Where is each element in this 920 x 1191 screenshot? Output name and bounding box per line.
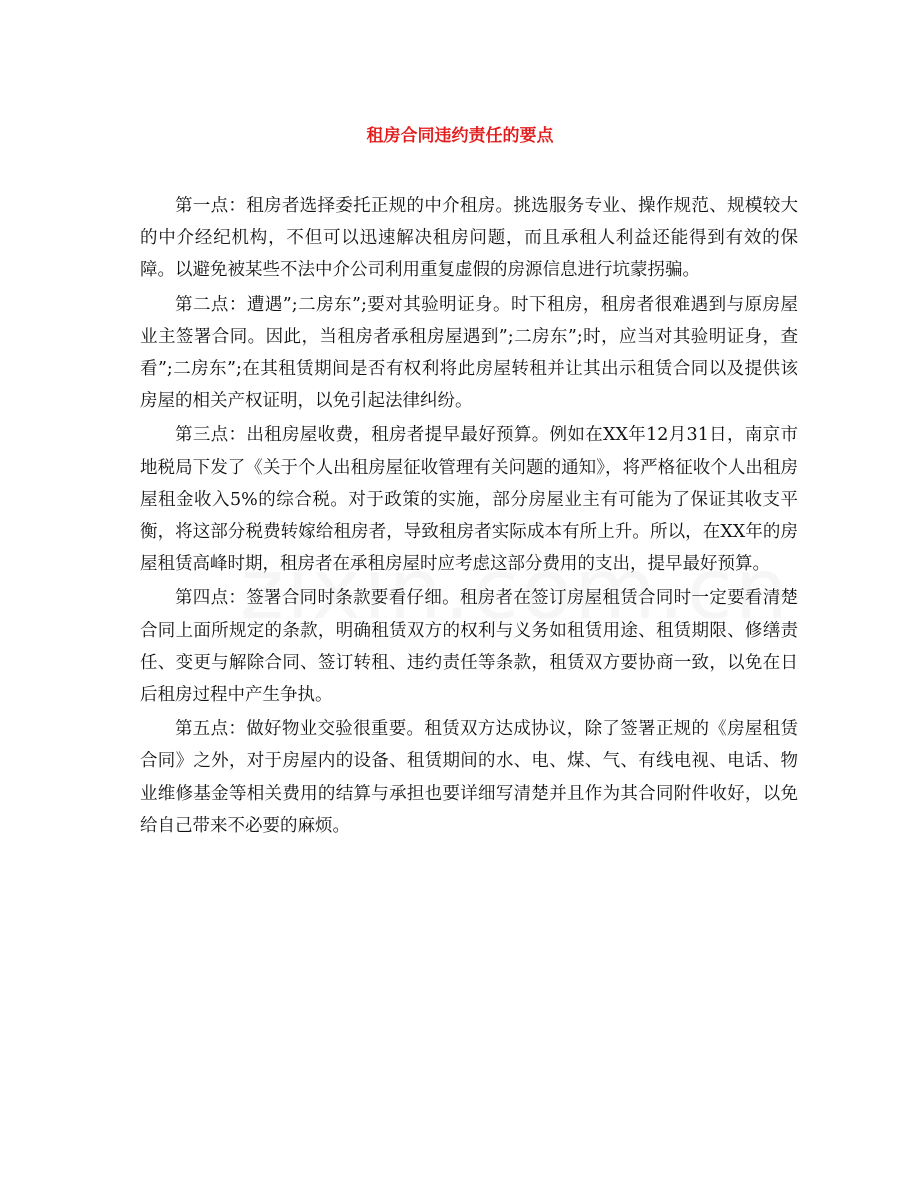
paragraph-5: 第五点：做好物业交验很重要。租赁双方达成协议，除了签署正规的《房屋租赁合同》之外，对于房屋内的设备、租赁期间的水、电、煤、气、有线电视、电话、物业维修基金等相关费用的结算与承担也要详细写清楚并且作为其合同附件收好，以免给自己带来不必要的麻烦。 xyxy=(140,719,798,836)
paragraph-3: 第三点：出租房屋收费，租房者提早最好预算。例如在XX年12月31日，南京市地税局下发了《关于个人出租房屋征收管理有关问题的通知》，将严格征收个人出租房屋租金收入5%的综合税。对于政策的实施，部分房屋业主有可能为了保证其收支平衡，将这部分税费转嫁给租房者，导致租房者实际成本有所上升。所以，在XX年的房屋租赁高峰时期，租房者在承租房屋时应考虑这部分费用的支出，提早最好预算。 xyxy=(140,425,798,575)
document-title: 租房合同违约责任的要点 xyxy=(366,126,554,146)
paragraph-1: 第一点：租房者选择委托正规的中介租房。挑选服务专业、操作规范、规模较大的中介经纪机构，不但可以迅速解决租房问题，而且承租人利益还能得到有效的保障。以避免被某些不法中介公司利用重复虚假的房源信息进行坑蒙拐骗。 xyxy=(140,196,798,281)
paragraph-2: 第二点：遭遇”;二房东”;要对其验明证身。时下租房，租房者很难遇到与原房屋业主签署合同。因此，当租房者承租房屋遇到”;二房东”;时，应当对其验明证身，查看”;二房东”;在其租赁期间是否有权利将此房屋转租并让其出示租赁合同以及提供该房屋的相关产权证明，以免引起法律纠纷。 xyxy=(140,294,798,412)
document-body xyxy=(140,190,798,844)
paragraph-4: 第四点：签署合同时条款要看仔细。租房者在签订房屋租赁合同时一定要看清楚合同上面所规定的条款，明确租赁双方的权利与义务如租赁用途、租赁期限、修缮责任、变更与解除合同、签订转租、违约责任等条款，租赁双方要协商一致，以免在日后租房过程中产生争执。 xyxy=(140,588,798,706)
